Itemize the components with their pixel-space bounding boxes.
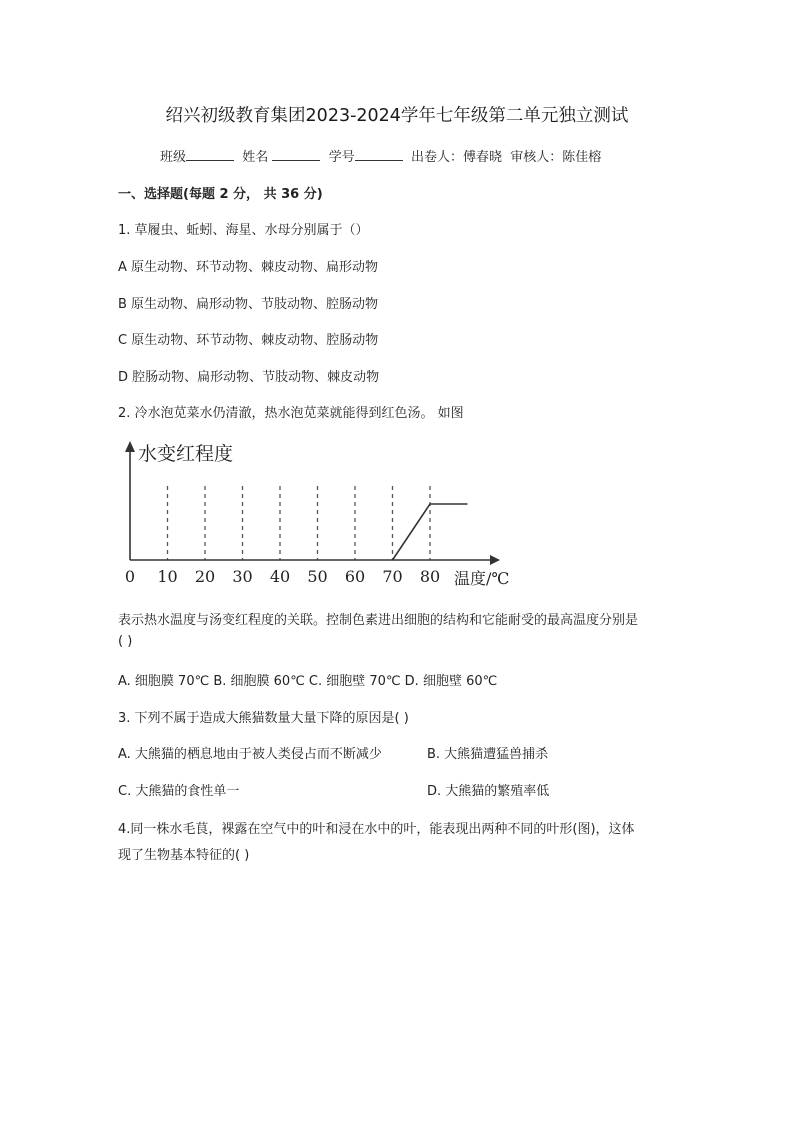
question-1-option-c: C 原生动物、环节动物、棘皮动物、腔肠动物 <box>118 333 379 348</box>
question-3-option-a: A. 大熊猫的栖息地由于被人类侵占而不断减少 <box>118 747 382 762</box>
question-3-option-b: B. 大熊猫遭猛兽捕杀 <box>427 747 549 762</box>
question-4-line-1: 4.同一株水毛茛，裸露在空气中的叶和浸在水中的叶，能表现出两种不同的叶形(图)，这体 <box>118 822 635 837</box>
class-label: 班级 <box>160 150 187 165</box>
exam-info-line <box>160 146 601 165</box>
document-title: 绍兴初级教育集团2023-2024学年七年级第二单元独立测试 <box>165 106 629 126</box>
chart-gridlines <box>168 486 431 560</box>
x-tick-label: 70 <box>382 567 403 586</box>
x-tick-label: 80 <box>419 567 441 586</box>
reviewer-name: 审核人：陈佳榕 <box>510 150 602 165</box>
x-tick-label: 10 <box>157 567 178 586</box>
y-axis-label: 水变红程度 <box>138 443 234 465</box>
x-tick-label: 30 <box>232 567 253 586</box>
x-axis-arrow <box>490 555 500 565</box>
name-blank <box>272 148 320 161</box>
x-tick-label: 40 <box>269 567 291 586</box>
x-tick-label: 50 <box>307 567 328 586</box>
question-1-option-b: B 原生动物、扁形动物、节肢动物、腔肠动物 <box>118 297 379 312</box>
question-1-stem: 1. 草履虫、蚯蚓、海星、水母分别属于（） <box>118 223 369 238</box>
question-1-option-d: D 腔肠动物、扁形动物、节肢动物、棘皮动物 <box>118 370 380 385</box>
y-axis-arrow <box>125 441 135 452</box>
x-tick-labels <box>125 567 440 586</box>
class-blank <box>186 148 234 161</box>
question-3-option-c: C. 大熊猫的食性单一 <box>118 784 240 799</box>
setter-name: 出卷人：傅春晓 <box>410 150 502 165</box>
question-2-options: A. 细胞膜 70℃ B. 细胞膜 60℃ C. 细胞壁 70℃ D. 细胞壁 60℃ <box>118 674 498 689</box>
x-axis-label: 温度/℃ <box>454 569 510 588</box>
x-tick-label: 0 <box>124 567 136 586</box>
question-4-line-2: 现了生物基本特征的( ) <box>118 848 250 863</box>
question-3-option-d: D. 大熊猫的繁殖率低 <box>427 784 550 799</box>
x-tick-label: 20 <box>194 567 216 586</box>
question-1-option-a: A 原生动物、环节动物、棘皮动物、扁形动物 <box>118 260 379 275</box>
name-label: 姓名 <box>242 150 269 165</box>
x-tick-label: 60 <box>344 567 366 586</box>
section-heading: 一、选择题(每题 2 分， 共 36 分) <box>118 187 323 202</box>
student-id-label: 学号 <box>328 150 355 165</box>
question-2-blank: ( ) <box>118 634 133 649</box>
question-2-description: 表示热水温度与汤变红程度的关联。控制色素进出细胞的结构和它能耐受的最高温度分别是 <box>118 613 639 628</box>
question-2-stem: 2. 冷水泡苋菜水仍清澈，热水泡苋菜就能得到红色汤。 如图 <box>118 406 464 421</box>
student-id-blank <box>355 148 403 161</box>
question-3-stem: 3. 下列不属于造成大熊猫数量大量下降的原因是( ) <box>118 711 409 726</box>
temperature-redness-chart <box>118 436 538 588</box>
